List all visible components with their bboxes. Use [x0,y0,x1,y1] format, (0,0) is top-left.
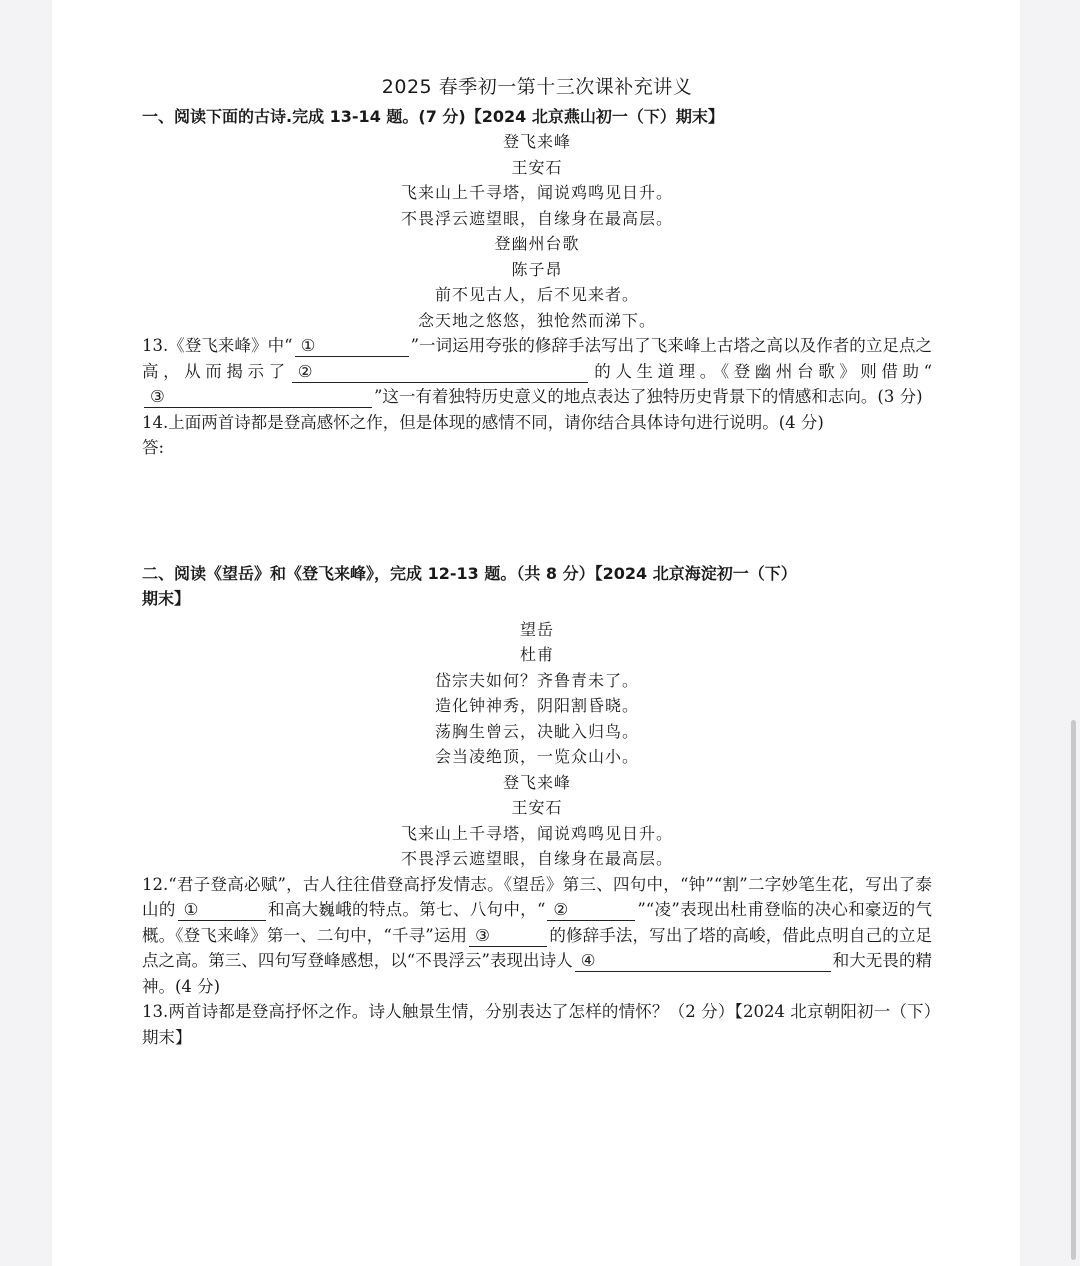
poem-line: 飞来山上千寻塔，闻说鸡鸣见日升。 [400,823,673,843]
answer-blank-4[interactable]: ④ [575,951,831,972]
question-12 [142,872,932,1000]
poem-line: 不畏浮云遮望眼，自缘身在最高层。 [400,849,673,868]
question-text: ”一词运用夸张的修辞手法写出了飞来峰上古塔之高以及作者的立足点之高，从而揭示了 [142,336,932,381]
question-text: 的人生道理。《登幽州台歌》则借助“ [589,361,933,381]
answer-blank-3[interactable]: ③ [469,926,547,947]
poem-author: 王安石 [511,157,563,177]
document-title: 2025 春季初一第十三次课补充讲义 [381,76,693,98]
poem-title: 登幽州台歌 [494,234,580,253]
answer-blank-2[interactable]: ② [292,362,588,383]
question-14: 14.上面两首诗都是登高感怀之作，但是体现的感情不同，请你结合具体诗句进行说明。(4 分) [142,412,824,432]
poem-line: 会当凌绝顶，一览众山小。 [434,747,639,766]
answer-label: 答: [142,438,165,457]
section1-heading: 一、阅读下面的古诗.完成 13-14 题。(7 分)【2024 北京燕山初一（下）期末】 [142,107,724,126]
section2-heading-line: 二、阅读《望岳》和《登飞来峰》，完成 12-13 题。（共 8 分）【2024 北京海淀初一（下） [142,563,797,583]
question-text: ”“凌”表现出杜甫登临的决心和豪迈的气概。《登飞来峰》第一、二句中，“千寻”运用 [142,900,932,945]
answer-space[interactable] [142,461,932,561]
question-13b: 13.两首诗都是登高抒怀之作。诗人触景生情，分别表达了怎样的情怀？（2 分）【2024 北京朝阳初一（下）期末】 [142,1002,932,1047]
poem-line: 岱宗夫如何？齐鲁青未了。 [434,670,639,690]
section2-heading-line: 期末】 [142,588,191,608]
poem-line: 荡胸生曾云，决眦入归鸟。 [434,721,639,741]
question-text: 和高大巍峨的特点。第七、八句中，“ [267,900,546,919]
poem-title: 登飞来峰 [502,132,571,151]
poem-title: 望岳 [519,619,554,639]
answer-blank-1[interactable]: ① [295,336,409,357]
poem-line: 造化钟神秀，阴阳割昏晓。 [434,696,639,715]
answer-blank-3[interactable]: ③ [144,387,372,408]
scrollbar[interactable] [1071,720,1076,1260]
poem-author: 王安石 [511,798,563,817]
section2-heading [142,561,932,611]
document-content [142,72,932,1050]
question-text: ”这一有着独特历史意义的地点表达了独特历史背景下的情感和志向。(3 分) [374,387,923,406]
poem-title: 登飞来峰 [502,772,571,792]
poem-author: 陈子昂 [511,259,563,279]
question-text: 和大无畏的精神。(4 分) [142,951,932,996]
document-page [52,0,1020,1266]
question-text: 12.“君子登高必赋”，古人往往借登高抒发情志。《望岳》第三、四句中，“钟”“割”二字妙笔生花，写出了泰山的 [142,874,932,919]
poem-line: 飞来山上千寻塔，闻说鸡鸣见日升。 [400,183,673,202]
question-text: 的修辞手法，写出了塔的高峻，借此点明自己的立足点之高。第三、四句写登峰感想，以“不畏浮云”表现出诗人 [142,925,933,970]
poem-line: 前不见古人，后不见来者。 [434,285,639,304]
answer-blank-2[interactable]: ② [547,900,635,921]
question-text: 13.《登飞来峰》中“ [142,336,293,355]
question-13 [142,333,932,410]
poem-line: 念天地之悠悠，独怆然而涕下。 [417,310,656,330]
poem-author: 杜甫 [519,645,554,664]
answer-blank-1[interactable]: ① [178,900,266,921]
poem-line: 不畏浮云遮望眼，自缘身在最高层。 [400,208,673,228]
